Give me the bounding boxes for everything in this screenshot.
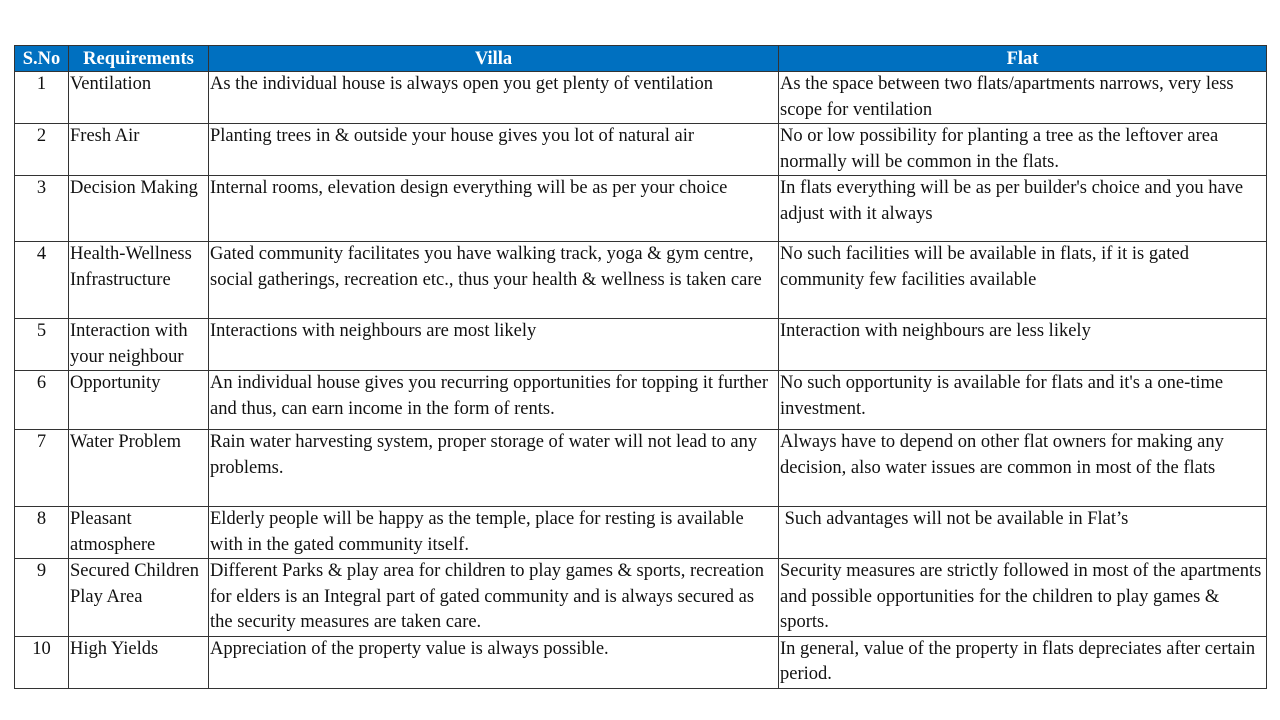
cell-requirement: Interaction with your neighbour	[69, 319, 209, 371]
cell-requirement: Ventilation	[69, 72, 209, 124]
cell-requirement: Water Problem	[69, 430, 209, 507]
cell-sno: 4	[15, 242, 69, 319]
cell-sno: 8	[15, 507, 69, 559]
cell-requirement: Opportunity	[69, 371, 209, 430]
cell-villa: Rain water harvesting system, proper storage of water will not lead to any problems.	[209, 430, 779, 507]
header-requirements: Requirements	[69, 46, 209, 72]
cell-villa: Planting trees in & outside your house gives you lot of natural air	[209, 124, 779, 176]
cell-villa: As the individual house is always open you get plenty of ventilation	[209, 72, 779, 124]
cell-flat: In flats everything will be as per builder's choice and you have adjust with it always	[779, 176, 1267, 242]
cell-flat: Security measures are strictly followed in most of the apartments and possible opportunities for the children to play games & sports.	[779, 559, 1267, 637]
header-villa: Villa	[209, 46, 779, 72]
cell-sno: 7	[15, 430, 69, 507]
cell-sno: 5	[15, 319, 69, 371]
cell-requirement: Health-Wellness Infrastructure	[69, 242, 209, 319]
cell-villa: Elderly people will be happy as the temple, place for resting is available with in the gated community itself.	[209, 507, 779, 559]
header-flat: Flat	[779, 46, 1267, 72]
table-row	[15, 319, 1267, 371]
table-row	[15, 636, 1267, 688]
cell-villa: An individual house gives you recurring opportunities for topping it further and thus, can earn income in the form of rents.	[209, 371, 779, 430]
table-row	[15, 507, 1267, 559]
cell-requirement: Decision Making	[69, 176, 209, 242]
table-row	[15, 72, 1267, 124]
cell-sno: 1	[15, 72, 69, 124]
cell-sno: 2	[15, 124, 69, 176]
cell-sno: 9	[15, 559, 69, 637]
cell-villa: Internal rooms, elevation design everything will be as per your choice	[209, 176, 779, 242]
cell-flat: Such advantages will not be available in Flat’s	[779, 507, 1267, 559]
cell-sno: 6	[15, 371, 69, 430]
cell-sno: 3	[15, 176, 69, 242]
cell-flat: In general, value of the property in flats depreciates after certain period.	[779, 636, 1267, 688]
cell-villa: Different Parks & play area for children to play games & sports, recreation for elders is an Integral part of gated community and is always secured as the security measures are taken care.	[209, 559, 779, 637]
cell-requirement: Pleasant atmosphere	[69, 507, 209, 559]
table-row	[15, 371, 1267, 430]
cell-flat: No such facilities will be available in flats, if it is gated community few facilities available	[779, 242, 1267, 319]
table-row	[15, 176, 1267, 242]
cell-requirement: Fresh Air	[69, 124, 209, 176]
cell-villa: Appreciation of the property value is always possible.	[209, 636, 779, 688]
cell-flat: No such opportunity is available for flats and it's a one-time investment.	[779, 371, 1267, 430]
cell-flat: Always have to depend on other flat owners for making any decision, also water issues are common in most of the flats	[779, 430, 1267, 507]
table-row	[15, 124, 1267, 176]
table-row	[15, 242, 1267, 319]
cell-flat: Interaction with neighbours are less likely	[779, 319, 1267, 371]
cell-sno: 10	[15, 636, 69, 688]
table-row	[15, 559, 1267, 637]
cell-flat: As the space between two flats/apartments narrows, very less scope for ventilation	[779, 72, 1267, 124]
cell-flat: No or low possibility for planting a tree as the leftover area normally will be common in the flats.	[779, 124, 1267, 176]
header-row	[15, 46, 1267, 72]
cell-villa: Gated community facilitates you have walking track, yoga & gym centre, social gatherings, recreation etc., thus your health & wellness is taken care	[209, 242, 779, 319]
villa-vs-flat-table	[14, 45, 1267, 689]
table-row	[15, 430, 1267, 507]
cell-villa: Interactions with neighbours are most likely	[209, 319, 779, 371]
cell-requirement: Secured Children Play Area	[69, 559, 209, 637]
cell-requirement: High Yields	[69, 636, 209, 688]
header-sno: S.No	[15, 46, 69, 72]
